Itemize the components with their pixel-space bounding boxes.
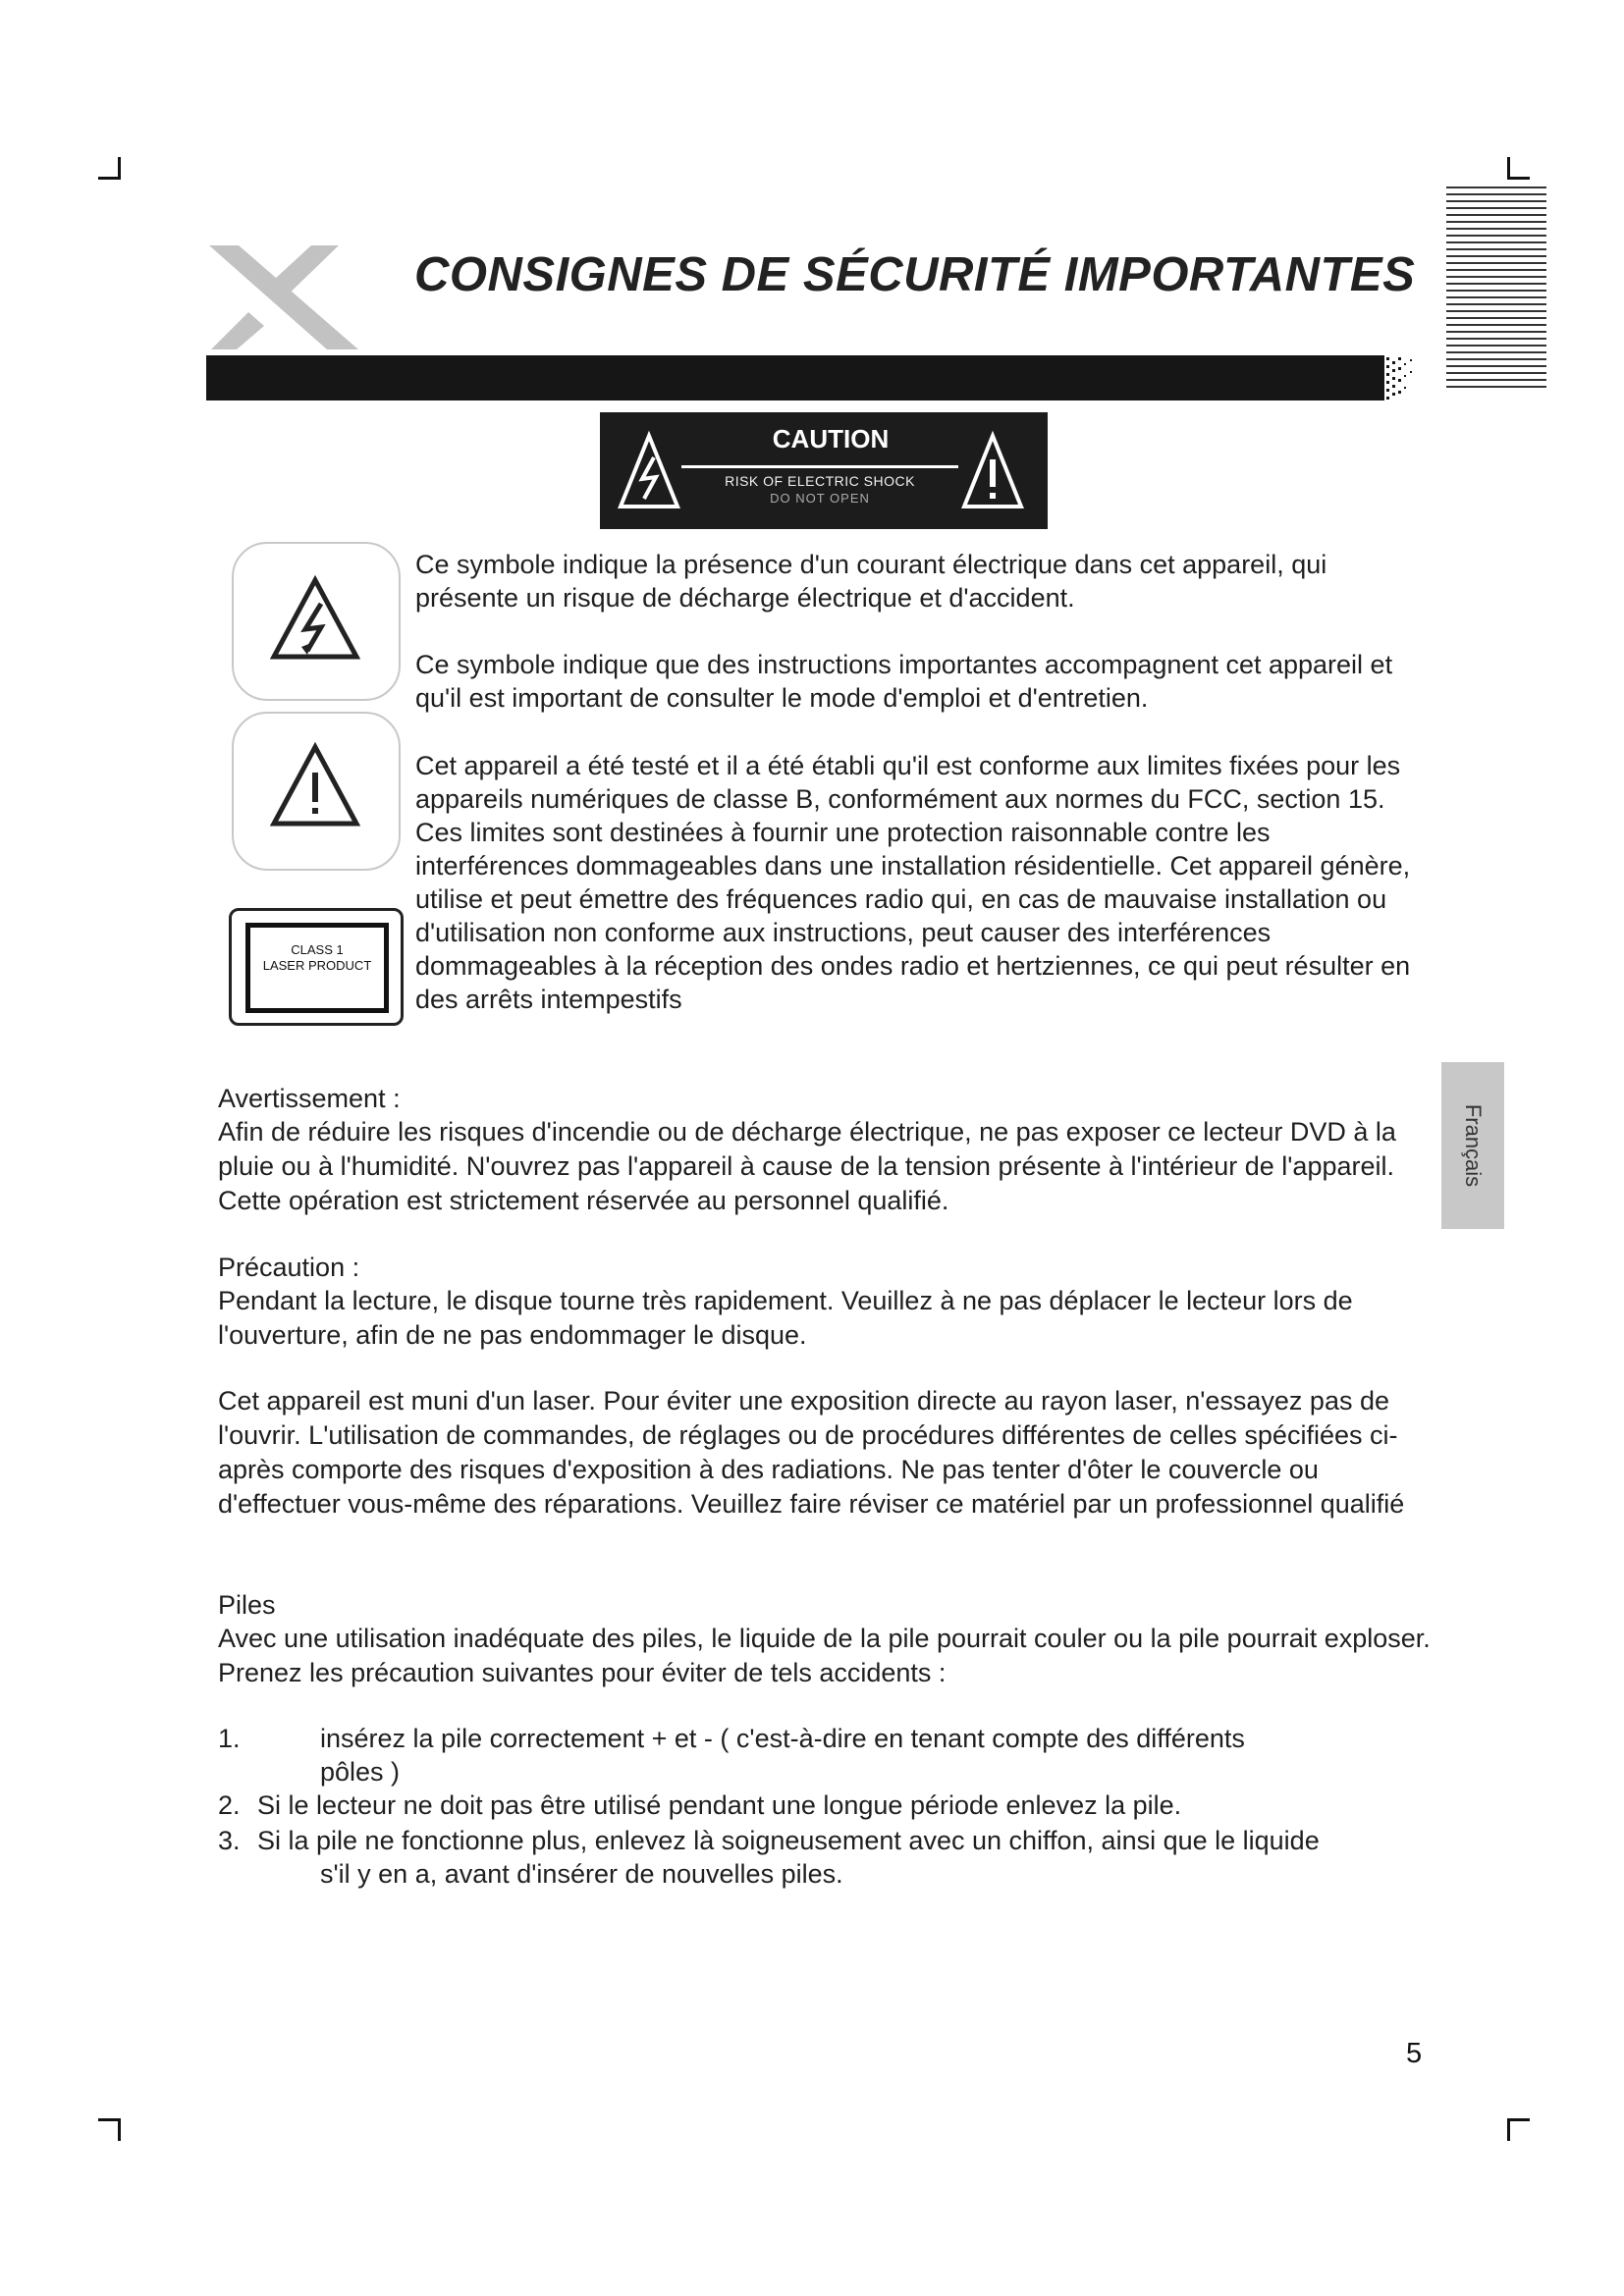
- exclamation-warning-icon: [960, 422, 1025, 516]
- list-item-number: 2.: [218, 1790, 241, 1820]
- fcc-paragraph: Cet appareil a été testé et il a été établi qu'il est conforme aux limites fixées pour les appareils numériques de classe B, conformément aux normes du FCC, section 15. Ces limites sont destinées à fournir une protection raisonnable contre les interférences dommageables dans une installation résidentielle. Cet appareil génère, utilise et peut émettre des fréquences radio qui, en cas de mauvaise installation ou d'utilisation non conforme aux instructions, peut causer des interférences dommageables à la réception des ondes radio et hertziennes, ce qui peut résulter en des arrêts intempestifs: [415, 751, 1411, 1014]
- caution-divider: [681, 465, 958, 468]
- precaution-heading: Précaution :: [218, 1253, 360, 1282]
- list-item-number: 1.: [218, 1724, 241, 1753]
- language-tab-label: [1441, 1062, 1504, 1229]
- list-item-text: insérez la pile correctement + et - ( c'est-à-dire en tenant compte des différents pôles ): [320, 1724, 1245, 1787]
- caution-subtitle-2: DO NOT OPEN: [770, 491, 870, 506]
- piles-intro: Avec une utilisation inadéquate des piles, le liquide de la pile pourrait couler ou la pile pourrait exploser. Prenez les précaution suivantes pour éviter de tels accidents :: [218, 1624, 1431, 1687]
- brand-logo-x: [201, 243, 363, 351]
- piles-heading: Piles: [218, 1590, 276, 1620]
- lightning-triangle-icon: [270, 574, 360, 665]
- page-title: CONSIGNES DE SÉCURITÉ IMPORTANTES: [414, 248, 1416, 301]
- header-stripes: [1446, 187, 1546, 389]
- header-band: [206, 355, 1380, 400]
- crop-mark-top-right: [1507, 157, 1530, 180]
- list-item-number: 3.: [218, 1826, 241, 1855]
- page-number: 5: [1406, 2038, 1423, 2069]
- lightning-warning-icon: [617, 422, 681, 516]
- list-item: [218, 1789, 1396, 1822]
- crop-mark-bottom-right: [1507, 2118, 1530, 2141]
- header-band-texture: [1365, 355, 1428, 400]
- class-1-laser-text: [250, 942, 384, 974]
- caution-title: CAUTION: [772, 424, 890, 454]
- avertissement-text: Afin de réduire les risques d'incendie ou de décharge électrique, ne pas exposer ce lecteur DVD à la pluie ou à l'humidité. N'ouvrez pas l'appareil à cause de la tension présente à l'intérieur de l'appareil. Cette opération est strictement réservée au personnel qualifié.: [218, 1117, 1396, 1215]
- exclamation-triangle-icon: [270, 741, 360, 831]
- symbol-paragraph-exclamation: Ce symbole indique que des instructions importantes accompagnent cet appareil et qu'il est important de consulter le mode d'emploi et d'entretien.: [415, 650, 1393, 713]
- list-item: [218, 1824, 1396, 1893]
- list-item-text: [257, 1824, 1337, 1891]
- precaution-text: Pendant la lecture, le disque tourne très rapidement. Veuillez à ne pas déplacer le lecteur lors de l'ouverture, afin de ne pas endommager le disque.: [218, 1286, 1353, 1350]
- class-label-line2: LASER PRODUCT: [262, 958, 372, 973]
- language-tab-text: Français: [1461, 1103, 1487, 1188]
- list-item-text-content: Si la pile ne fonctionne plus, enlevez là soigneusement avec un chiffon, ainsi que le liquide s'il y en a, avant d'insérer de nouvelles piles.: [257, 1826, 1320, 1889]
- caution-subtitle: RISK OF ELECTRIC SHOCK: [725, 473, 915, 489]
- class-label-line1: CLASS 1: [291, 942, 344, 957]
- crop-mark-top-left: [98, 157, 121, 180]
- list-item-text: Si le lecteur ne doit pas être utilisé pendant une longue période enlevez la pile.: [257, 1790, 1182, 1820]
- laser-text: Cet appareil est muni d'un laser. Pour éviter une exposition directe au rayon laser, n'essayez pas de l'ouvrir. L'utilisation de commandes, de réglages ou de procédures différentes de celles spécifiées ci-après comporte des risques d'exposition à des radiations. Ne pas tenter d'ôter le couvercle ou d'effectuer vous-même des réparations. Veuillez faire réviser ce matériel par un professionnel qualifié: [218, 1386, 1405, 1519]
- symbol-paragraph-lightning: Ce symbole indique la présence d'un courant électrique dans cet appareil, qui présente un risque de décharge électrique et d'accident.: [415, 550, 1327, 613]
- list-item: [218, 1722, 1396, 1790]
- crop-mark-bottom-left: [98, 2118, 121, 2141]
- avertissement-heading: Avertissement :: [218, 1084, 401, 1113]
